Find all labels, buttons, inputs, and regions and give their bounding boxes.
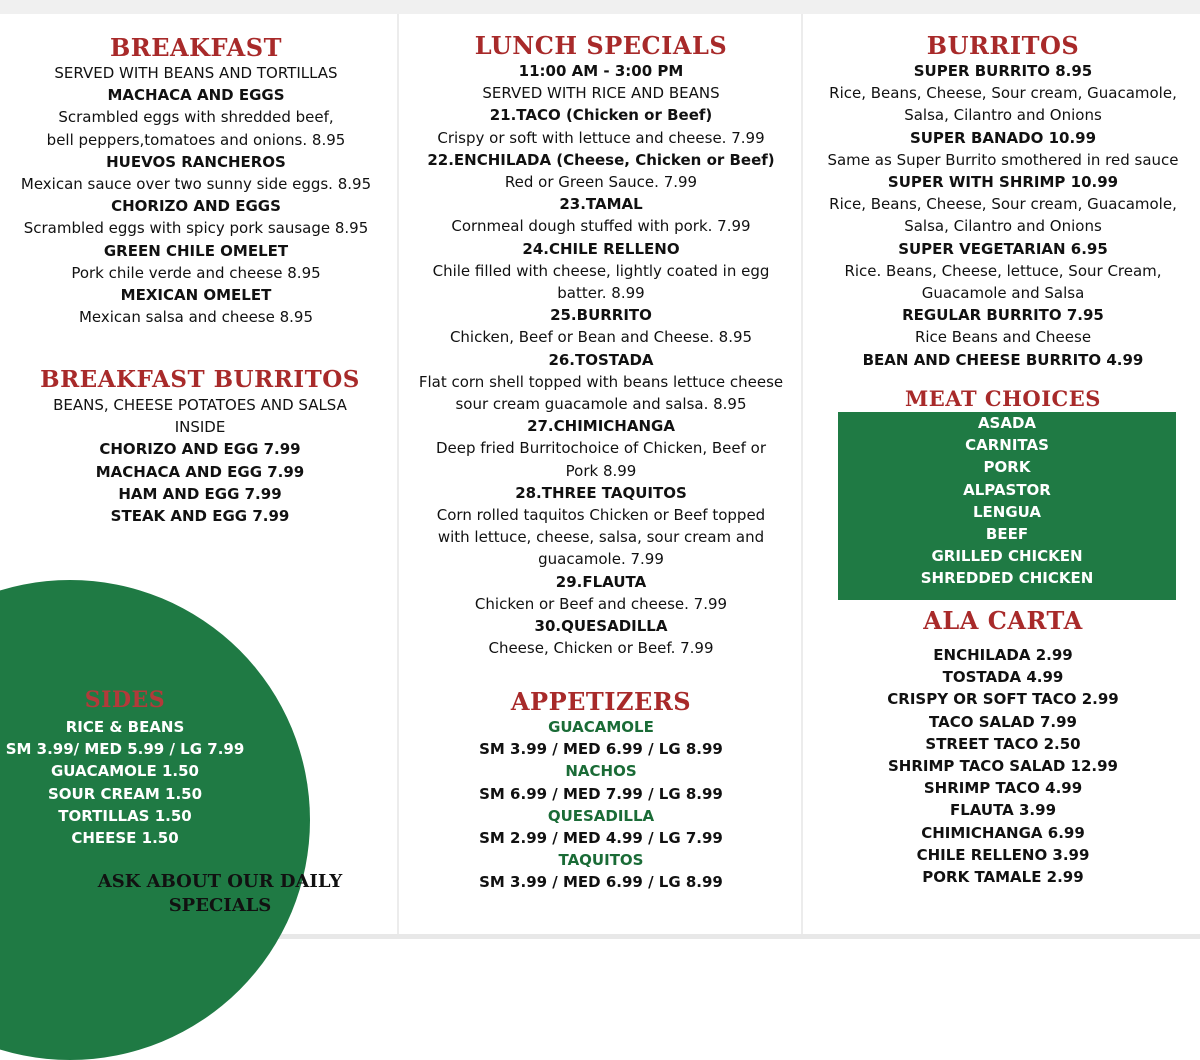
- burrito-item-name: SUPER BANADO 10.99: [909, 128, 1097, 147]
- appetizer-name: NACHOS: [565, 762, 637, 781]
- ala-carta-item: TOSTADA 4.99: [942, 668, 1064, 687]
- lunch-item-desc: Flat corn shell topped with beans lettuce cheese: [418, 372, 784, 391]
- lunch-item-desc: guacamole. 7.99: [538, 550, 664, 569]
- lunch-item-name: 23.TAMAL: [559, 195, 643, 214]
- top-border: [0, 0, 1200, 14]
- lunch-item-name: 22.ENCHILADA (Cheese, Chicken or Beef): [427, 150, 775, 169]
- breakfast-item-name: HUEVOS RANCHEROS: [106, 152, 286, 171]
- meat-choices-heading: [806, 386, 1200, 412]
- appetizers-title: APPETIZERS: [510, 687, 692, 716]
- lunch-item-name: 21.TACO (Chicken or Beef): [489, 106, 713, 125]
- lunch-subtitle: SERVED WITH RICE AND BEANS: [482, 84, 720, 103]
- sides-item: TORTILLAS 1.50: [58, 806, 192, 825]
- burrito-item-desc: Guacamole and Salsa: [921, 284, 1085, 303]
- meat-choices-title: MEAT CHOICES: [905, 386, 1101, 411]
- breakfast-burrito-item: HAM AND EGG 7.99: [118, 484, 282, 503]
- ala-carta-item: SHRIMP TACO SALAD 12.99: [888, 757, 1118, 776]
- fold-line-right: [801, 14, 803, 934]
- sides-item: CHEESE 1.50: [71, 829, 179, 848]
- breakfast-burritos-subtitle: BEANS, CHEESE POTATOES AND SALSA: [53, 396, 347, 414]
- meat-choice-item: CARNITAS: [965, 436, 1049, 455]
- lunch-item-desc: Crispy or soft with lettuce and cheese. 7.99: [437, 128, 765, 147]
- burrito-item-desc: Rice. Beans, Cheese, lettuce, Sour Cream,: [844, 261, 1162, 280]
- breakfast-burrito-item: STEAK AND EGG 7.99: [110, 507, 290, 526]
- breakfast-item-desc: Mexican salsa and cheese 8.95: [78, 308, 314, 327]
- burrito-item-desc: Same as Super Burrito smothered in red sauce: [827, 150, 1179, 169]
- lunch-item-name: 30.QUESADILLA: [534, 617, 668, 636]
- appetizer-price: SM 3.99 / MED 6.99 / LG 8.99: [479, 873, 723, 892]
- breakfast-item-desc: bell peppers,tomatoes and onions. 8.95: [46, 130, 346, 149]
- lunch-item-name: 26.TOSTADA: [548, 350, 654, 369]
- burritos-title: BURRITOS: [926, 31, 1080, 60]
- sides-items: [0, 716, 250, 849]
- appetizer-name: GUACAMOLE: [548, 718, 654, 736]
- lunch-item-desc: batter. 8.99: [557, 284, 645, 303]
- lunch-items: [402, 104, 800, 659]
- lunch-item-name: 25.BURRITO: [550, 306, 652, 325]
- lunch-item-desc: Cornmeal dough stuffed with pork. 7.99: [451, 217, 751, 236]
- appetizer-price: SM 6.99 / MED 7.99 / LG 8.99: [479, 784, 723, 803]
- breakfast-burritos-section: [0, 366, 400, 527]
- lunch-item-desc: Chicken, Beef or Bean and Cheese. 8.95: [449, 328, 753, 347]
- breakfast-burrito-item: MACHACA AND EGG 7.99: [95, 462, 305, 481]
- lunch-item-desc: Chicken or Beef and cheese. 7.99: [474, 594, 728, 613]
- daily-specials-note: [70, 870, 370, 918]
- appetizers-section: [402, 688, 800, 894]
- breakfast-burritos-title: BREAKFAST BURRITOS: [40, 366, 360, 393]
- ala-carta-item: CHIMICHANGA 6.99: [921, 823, 1085, 842]
- burrito-item-desc: Salsa, Cilantro and Onions: [904, 106, 1102, 125]
- daily-specials-line-2: SPECIALS: [168, 895, 272, 916]
- burrito-item-name: BEAN AND CHEESE BURRITO 4.99: [862, 350, 1144, 369]
- lunch-item-desc: Pork 8.99: [565, 461, 637, 480]
- daily-specials-line-1: ASK ABOUT OUR DAILY: [97, 871, 343, 892]
- sides-item: SM 3.99/ MED 5.99 / LG 7.99: [5, 740, 245, 759]
- breakfast-burritos-items: [0, 438, 400, 527]
- ala-carta-item: SHRIMP TACO 4.99: [923, 779, 1083, 798]
- lunch-item-desc: sour cream guacamole and salsa. 8.95: [455, 395, 747, 414]
- burrito-item-desc: Salsa, Cilantro and Onions: [904, 217, 1102, 236]
- lunch-specials-section: [402, 32, 800, 659]
- breakfast-burrito-item: CHORIZO AND EGG 7.99: [99, 440, 301, 459]
- lunch-item-desc: Chile filled with cheese, lightly coated in egg: [432, 261, 770, 280]
- breakfast-item-name: MACHACA AND EGGS: [107, 86, 285, 105]
- appetizers-items: [402, 716, 800, 894]
- burritos-section: [806, 32, 1200, 371]
- lunch-item-desc: Cheese, Chicken or Beef. 7.99: [488, 639, 714, 658]
- breakfast-item-name: GREEN CHILE OMELET: [103, 241, 289, 260]
- meat-choice-item: PORK: [983, 458, 1031, 477]
- breakfast-subtitle: SERVED WITH BEANS AND TORTILLAS: [54, 64, 338, 82]
- ala-carta-item: TACO SALAD 7.99: [929, 712, 1077, 731]
- meat-choices-box: [838, 412, 1176, 600]
- sides-section: [0, 686, 250, 849]
- lunch-item-name: 29.FLAUTA: [555, 572, 647, 591]
- ala-carta-item: FLAUTA 3.99: [949, 801, 1057, 820]
- meat-choices-items: [838, 412, 1176, 590]
- lunch-item-desc: Corn rolled taquitos Chicken or Beef topped: [436, 506, 766, 525]
- ala-carta-section: [806, 606, 1200, 888]
- breakfast-burritos-subtitle-2: INSIDE: [174, 418, 226, 437]
- meat-choice-item: ASADA: [977, 414, 1037, 432]
- meat-choice-item: LENGUA: [973, 502, 1041, 521]
- breakfast-item-name: CHORIZO AND EGGS: [111, 197, 281, 216]
- burrito-item-desc: Rice, Beans, Cheese, Sour cream, Guacamole,: [829, 195, 1177, 214]
- breakfast-item-name: MEXICAN OMELET: [120, 286, 272, 305]
- meat-choice-item: GRILLED CHICKEN: [931, 547, 1083, 566]
- breakfast-item-desc: Scrambled eggs with shredded beef,: [58, 108, 334, 127]
- lunch-item-desc: Red or Green Sauce. 7.99: [504, 173, 698, 192]
- burritos-items: [806, 60, 1200, 371]
- meat-choice-item: SHREDDED CHICKEN: [920, 569, 1094, 588]
- lunch-specials-title: LUNCH SPECIALS: [474, 31, 728, 60]
- breakfast-item-desc: Pork chile verde and cheese 8.95: [71, 263, 321, 282]
- ala-carta-item: CHILE RELLENO 3.99: [916, 845, 1090, 864]
- meat-choice-item: BEEF: [985, 525, 1029, 544]
- sides-item: RICE & BEANS: [65, 718, 185, 736]
- ala-carta-item: STREET TACO 2.50: [925, 734, 1081, 753]
- lunch-item-name: 24.CHILE RELLENO: [522, 239, 680, 258]
- lunch-item-desc: with lettuce, cheese, salsa, sour cream and: [437, 528, 765, 547]
- ala-carta-item: PORK TAMALE 2.99: [922, 868, 1084, 887]
- ala-carta-items: [806, 644, 1200, 888]
- lunch-hours: 11:00 AM - 3:00 PM: [518, 62, 684, 80]
- burrito-item-name: REGULAR BURRITO 7.95: [902, 306, 1104, 325]
- breakfast-items: [0, 84, 392, 328]
- breakfast-item-desc: Mexican sauce over two sunny side eggs. 8.95: [20, 175, 372, 194]
- appetizer-name: QUESADILLA: [547, 806, 655, 825]
- meat-choice-item: ALPASTOR: [963, 480, 1051, 499]
- lunch-item-name: 28.THREE TAQUITOS: [515, 483, 687, 502]
- appetizer-name: TAQUITOS: [558, 851, 644, 870]
- lunch-item-desc: Deep fried Burritochoice of Chicken, Beef or: [435, 439, 767, 458]
- burrito-item-name: SUPER VEGETARIAN 6.95: [898, 239, 1108, 258]
- sides-item: GUACAMOLE 1.50: [51, 762, 199, 781]
- ala-carta-item: ENCHILADA 2.99: [933, 646, 1073, 664]
- appetizer-price: SM 3.99 / MED 6.99 / LG 8.99: [479, 740, 723, 759]
- breakfast-section: [0, 34, 392, 328]
- burrito-item-name: SUPER WITH SHRIMP 10.99: [887, 173, 1119, 192]
- sides-item: SOUR CREAM 1.50: [47, 784, 203, 803]
- breakfast-title: BREAKFAST: [110, 33, 282, 62]
- lunch-item-name: 27.CHIMICHANGA: [527, 417, 675, 436]
- burrito-item-desc: Rice, Beans, Cheese, Sour cream, Guacamole,: [829, 84, 1177, 103]
- breakfast-item-desc: Scrambled eggs with spicy pork sausage 8.95: [23, 219, 369, 238]
- ala-carta-title: ALA CARTA: [923, 606, 1083, 635]
- sides-title: SIDES: [84, 687, 166, 713]
- ala-carta-item: CRISPY OR SOFT TACO 2.99: [887, 690, 1119, 709]
- burrito-item-desc: Rice Beans and Cheese: [914, 328, 1092, 347]
- appetizer-price: SM 2.99 / MED 4.99 / LG 7.99: [479, 829, 723, 848]
- burrito-item-name: SUPER BURRITO 8.95: [913, 62, 1093, 80]
